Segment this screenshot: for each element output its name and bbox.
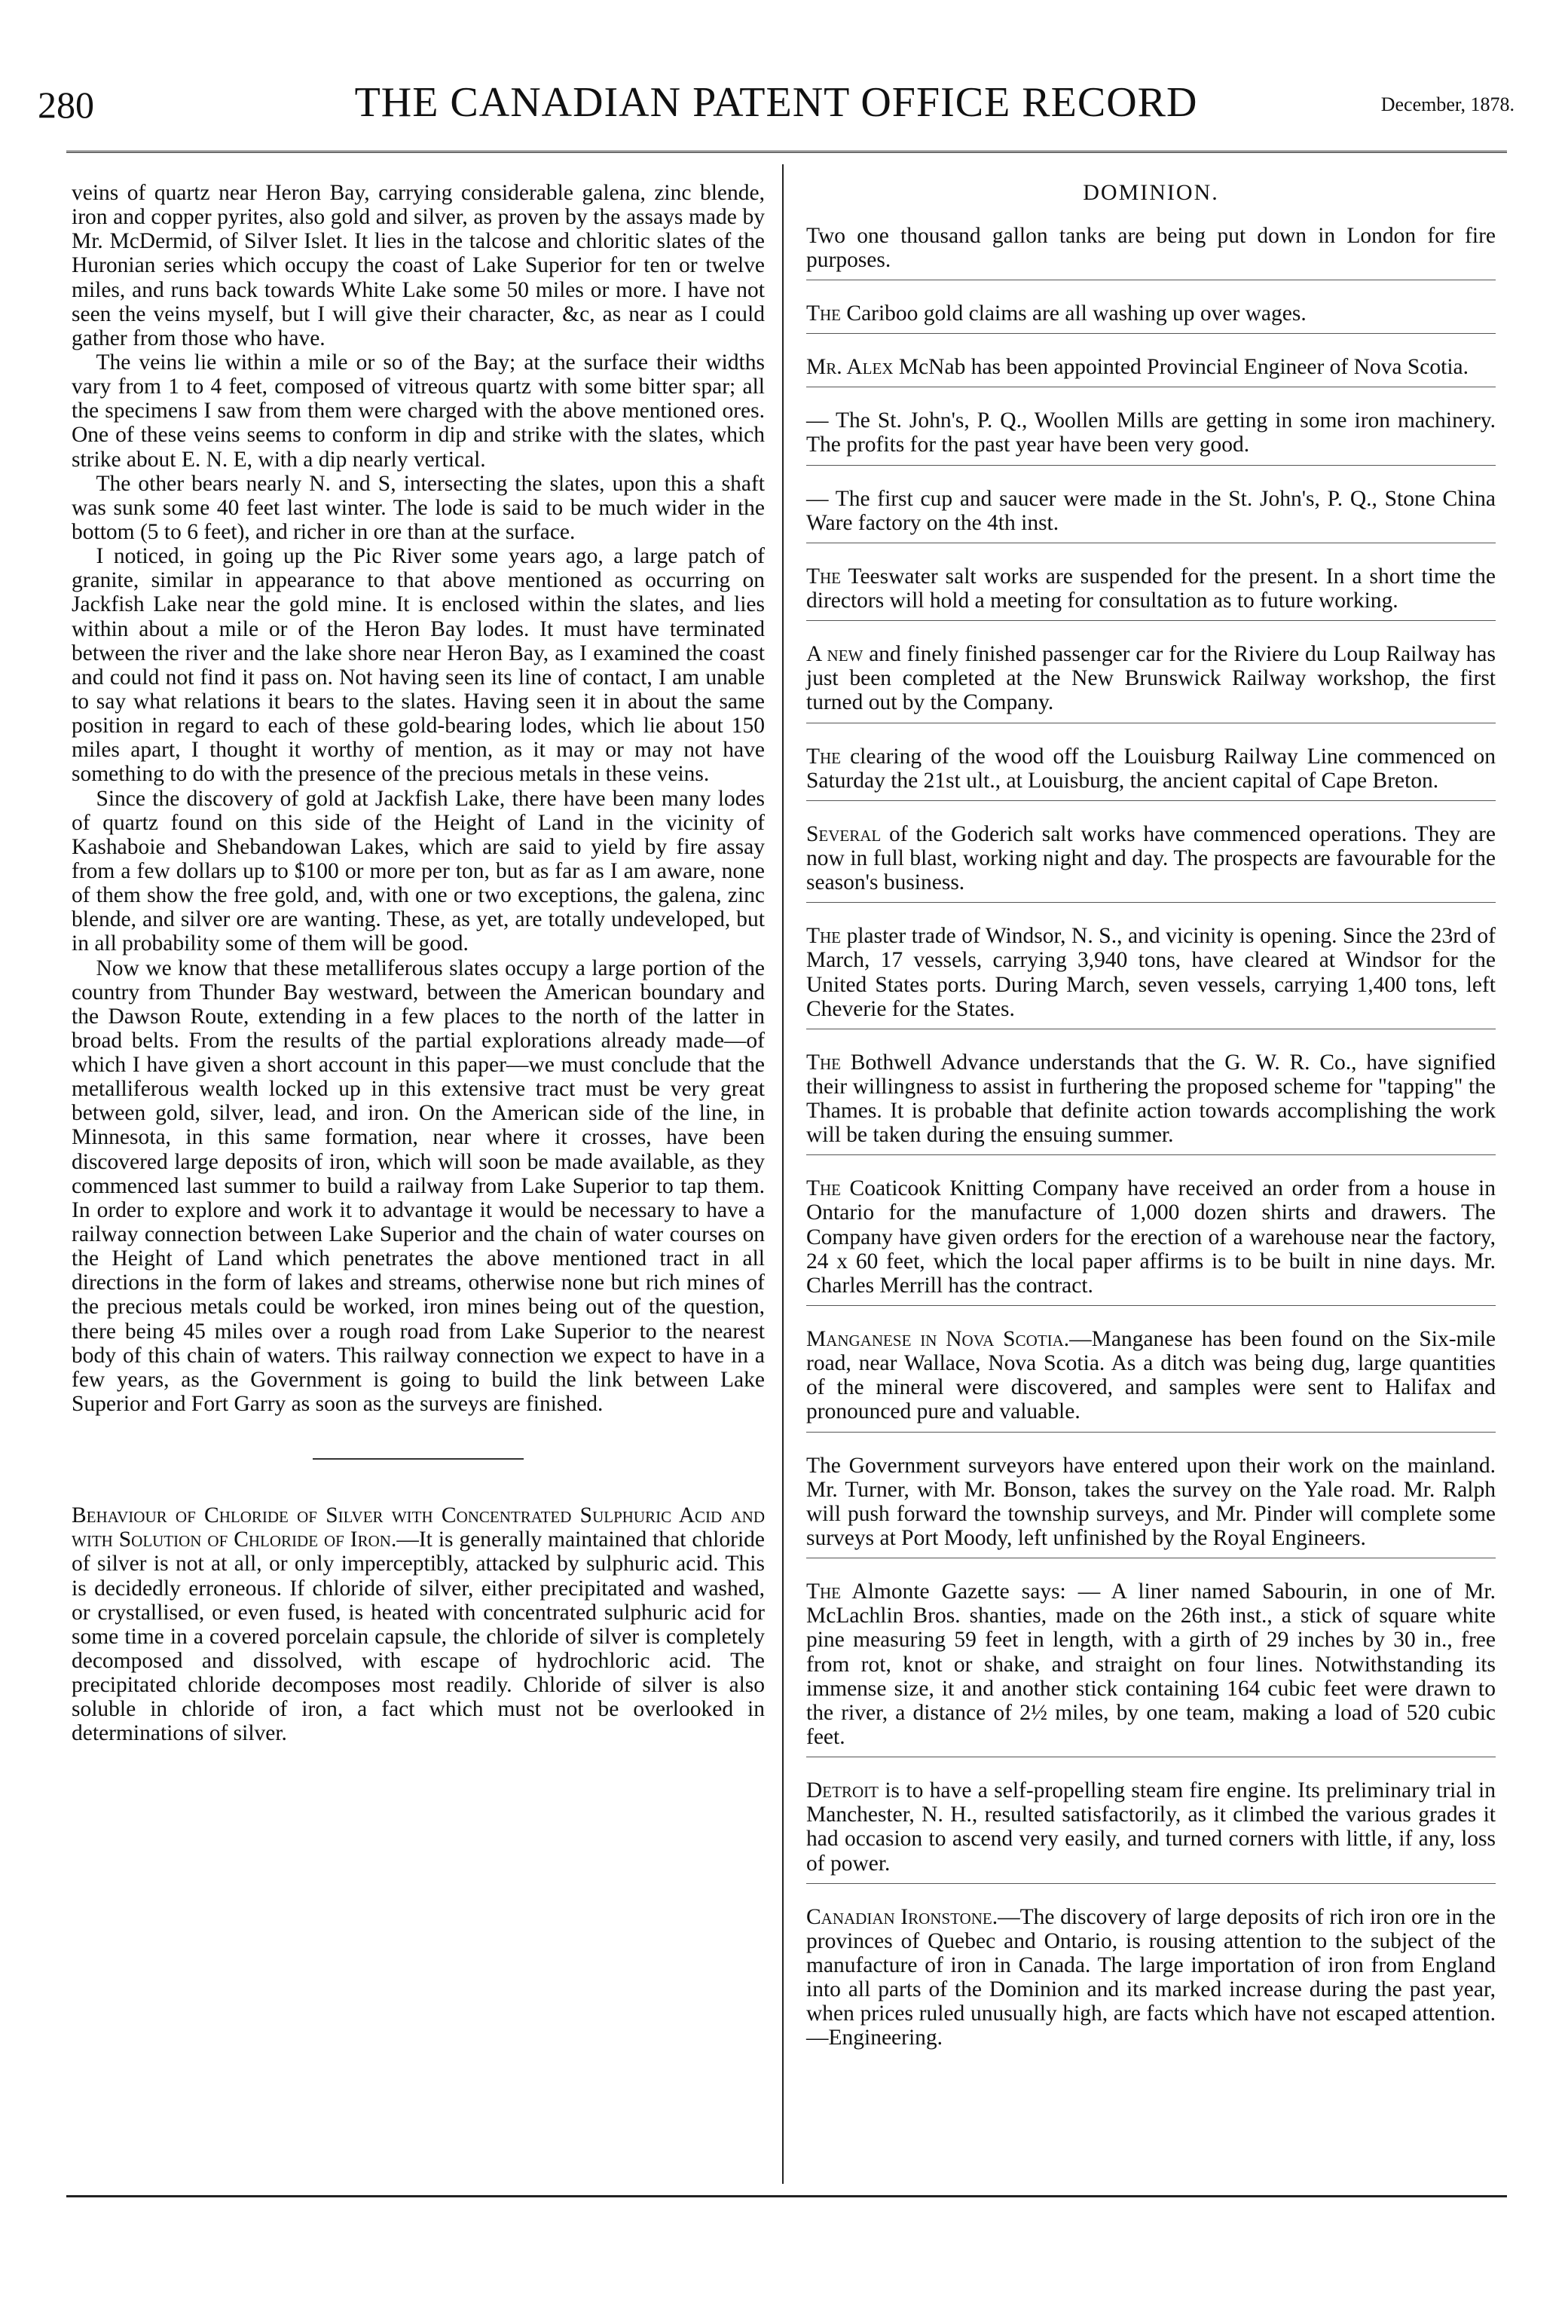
news-lead: The xyxy=(806,1579,842,1604)
news-text: —Manganese has been found on the Six-mile road, near Wallace, Nova Scotia. As a ditch was being dug, large quantities of the mineral were discovered, and samples were sent to Halifax and pronounced pure and valuable. xyxy=(806,1327,1496,1424)
news-item xyxy=(806,822,1496,903)
news-text: Two one thousand gallon tanks are being put down in London for fire purposes. xyxy=(806,223,1496,272)
news-text: —The discovery of large deposits of rich iron ore in the provinces of Quebec and Ontario, is rousing attention to the subject of the manufacture of iron in Canada. The large importation of iron from England into all parts of the Dominion and its marked increase during the past year, when prices ruled unusually high, are facts which have not escaped attention.—Engineering. xyxy=(806,1904,1496,2050)
news-item xyxy=(806,1050,1496,1156)
news-lead: Mr. Alex xyxy=(806,355,894,380)
news-text: plaster trade of Windsor, N. S., and vicinity is opening. Since the 23rd of March, 17 vessels, carrying 3,940 tons, have cleared at Windsor for the United States ports. During March, seven vessels, carrying 1,400 tons, left Cheverie for the States. xyxy=(806,924,1496,1021)
news-lead: The xyxy=(806,1050,842,1075)
news-text: clearing of the wood off the Louisburg Railway Line commenced on Saturday the 21st ult., at Louisburg, the ancient capital of Cape Breton. xyxy=(806,744,1496,793)
news-lead: Detroit xyxy=(806,1778,879,1803)
news-item xyxy=(806,487,1496,543)
news-item xyxy=(806,564,1496,621)
column-divider xyxy=(782,164,784,2184)
news-item xyxy=(806,642,1496,723)
left-column xyxy=(72,181,765,1746)
left-paragraph: Since the discovery of gold at Jackfish Lake, there have been many lodes of quartz found on this side of the Height of Land in the vicinity of Kashaboie and Shebandowan Lakes, which are said to yield by fire assay from a few dollars up to $100 or more per ton, but as far as I am aware, none of them show the free gold, and, with one or two exceptions, the galena, zinc blende, and silver ore are wanting. These, as yet, are totally undeveloped, but in all probability some of them will be good. xyxy=(72,786,765,956)
news-text: and finely finished passenger car for the Riviere du Loup Railway has just been completed at the New Brunswick Railway workshop, the first turned out by the Company. xyxy=(806,642,1496,715)
left-paragraph: veins of quartz near Heron Bay, carrying considerable galena, zinc blende, iron and copper pyrites, also gold and silver, as proven by the assays made by Mr. McDermid, of Silver Islet. It lies in the talcose and chloritic slates of the Huronian series which occupy the coast of Lake Superior for ten or twelve miles, and runs back towards White Lake some 50 miles or more. I have not seen the veins myself, but I will give their character, &c, as near as I could gather from those who have. xyxy=(72,181,765,350)
left-paragraph: The veins lie within a mile or so of the Bay; at the surface their widths vary from 1 to 4 feet, composed of vitreous quartz with some bitter spar; all the specimens I saw from them were charged with the above mentioned ores. One of these veins seems to conform in dip and strike with the slates, which strike about E. N. E, with a dip nearly vertical. xyxy=(72,350,765,472)
news-lead: The xyxy=(806,301,842,326)
news-item xyxy=(806,224,1496,280)
news-text: — The first cup and saucer were made in the St. John's, P. Q., Stone China Ware factory on the 4th inst. xyxy=(806,486,1496,535)
left-paragraph: I noticed, in going up the Pic River some years ago, a large patch of granite, similar in appearance to that above mentioned as occurring on Jackfish Lake near the gold mine. It is enclosed within the slates, and lies within about a mile or of the Heron Bay lodes. It must have terminated between the river and the lake shore near Heron Bay, as I examined the coast and could not find it pass on. Not having seen its line of contact, I am unable to say what relations it bears to the slates. Having seen it in about the same position in regard to each of these gold-bearing lodes, which lie about 150 miles apart, I thought it worthy of mention, as it may or may not have something to do with the presence of the precious metals in these veins. xyxy=(72,544,765,787)
news-item xyxy=(806,1579,1496,1757)
page-number: 280 xyxy=(38,84,94,126)
news-lead: The xyxy=(806,744,842,769)
section-heading-dominion: DOMINION. xyxy=(1083,180,1219,205)
article-separator xyxy=(313,1458,524,1460)
news-text: of the Goderich salt works have commenced operations. They are now in full blast, working night and day. The prospects are favourable for the season's business. xyxy=(806,821,1496,895)
news-item xyxy=(806,1327,1496,1433)
news-text: Cariboo gold claims are all washing up over wages. xyxy=(841,301,1307,326)
news-item xyxy=(806,355,1496,387)
journal-title: THE CANADIAN PATENT OFFICE RECORD xyxy=(354,79,1198,126)
news-item xyxy=(806,1778,1496,1884)
left-paragraph: The other bears nearly N. and S, intersecting the slates, upon this a shaft was sunk some 40 feet last winter. The lode is said to be much wider in the bottom (5 to 6 feet), and richer in ore than at the surface. xyxy=(72,471,765,544)
article-body: —It is generally maintained that chloride of silver is not at all, or only imperceptibly, attacked by sulphuric acid. This is decidedly erroneous. If chloride of silver, either precipitated and washed, or crystallised, or even fused, is heated with concentrated sulphuric acid for some time in a covered porcelain capsule, the chloride of silver is completely decomposed and dissolved, with escape of hydrochloric acid. The precipitated chloride decomposes most readily. Chloride of silver is also soluble in chloride of iron, a fact which must not be overlooked in determinations of silver. xyxy=(72,1527,765,1746)
news-lead: Manganese in Nova Scotia. xyxy=(806,1327,1070,1352)
news-item xyxy=(806,1176,1496,1306)
news-text: Teeswater salt works are suspended for the present. In a short time the directors will hold a meeting for consultation as to future working. xyxy=(806,564,1496,613)
news-text: Bothwell Advance understands that the G. W. R. Co., have signified their willingness to assist in furthering the proposed scheme for "tapping" the Thames. It is probable that definite action towards accomplishing the work will be taken during the ensuing summer. xyxy=(806,1050,1496,1148)
news-item xyxy=(806,924,1496,1029)
news-item xyxy=(806,1905,1496,2058)
news-lead: The xyxy=(806,564,842,589)
news-item xyxy=(806,745,1496,801)
article-behaviour-of-chloride xyxy=(72,1503,765,1745)
news-text: — The St. John's, P. Q., Woollen Mills are getting in some iron machinery. The profits for the past year have been very good. xyxy=(806,408,1496,457)
news-item xyxy=(806,408,1496,465)
right-column xyxy=(806,181,1496,2079)
news-lead: Several xyxy=(806,821,882,846)
news-text: The Government surveyors have entered upon their work on the mainland. Mr. Turner, with Mr. Bonson, takes the survey on the Yale road. Mr. Ralph will push forward the township surveys, and Mr. Pinder will complete some surveys at Port Moody, left unfinished by the Royal Engineers. xyxy=(806,1453,1496,1551)
left-paragraph: Now we know that these metalliferous slates occupy a large portion of the country from Thunder Bay westward, between the American boundary and the Dawson Route, extending in a few places to the north of the latter in broad belts. From the results of the partial explorations already made—of which I have given a short account in this paper—we must conclude that the metalliferous wealth locked up in this extensive tract must be very great between gold, silver, lead, and iron. On the American side of the line, in Minnesota, in this same formation, near where it crosses, have been discovered large deposits of iron, which will soon be made available, as they commenced last summer to build a railway from Lake Superior to tap them. In order to explore and work it to advantage it would be necessary to have a railway connection between Lake Superior and the chain of water courses on the Height of Land which penetrates the above mentioned tract in all directions in the form of lakes and streams, otherwise none but rich mines of the precious metals could be worked, iron mines being out of the question, there being 45 miles over a rough road from Lake Superior to the nearest body of this chain of waters. This railway connection we expect to have in a few years, as the Government is going to build the link between Lake Superior and Fort Garry as soon as the surveys are finished. xyxy=(72,956,765,1417)
news-item xyxy=(806,1454,1496,1559)
news-lead: The xyxy=(806,1176,842,1201)
news-text: Coaticook Knitting Company have received an order from a house in Ontario for the manufacture of 1,000 dozen shirts and drawers. The Company have given orders for the erection of a warehouse near the factory, 24 x 60 feet, which the local paper affirms is to be built in nine days. Mr. Charles Merrill has the contract. xyxy=(806,1176,1496,1298)
news-lead: A new xyxy=(806,642,863,667)
news-text: Almonte Gazette says: — A liner named Sabourin, in one of Mr. McLachlin Bros. shanties, made on the 26th inst., a stick of square white pine measuring 59 feet in length, with a girth of 29 inches by 30 in., free from rot, knot or shake, and straight on four lines. Notwithstanding its immense size, it and another stick containing 164 cubic feet were drawn to the river, a distance of 2½ miles, by one team, making a load of 520 cubic feet. xyxy=(806,1579,1496,1750)
article-lead: Behaviour of Chloride of Silver with Concentrated Sulphuric Acid and with Solution of Chloride of Iron. xyxy=(72,1503,765,1552)
news-text: McNab has been appointed Provincial Engineer of Nova Scotia. xyxy=(893,355,1469,380)
news-text: is to have a self-propelling steam fire engine. Its preliminary trial in Manchester, N. H., resulted satisfactorily, as it climbed the various grades it had occasion to ascend very easily, and turned corners with little, if any, loss of power. xyxy=(806,1778,1496,1876)
page-header xyxy=(38,79,1515,136)
news-item xyxy=(806,301,1496,334)
news-lead: The xyxy=(806,924,842,949)
issue-date: December, 1878. xyxy=(1380,93,1515,115)
news-lead: Canadian Ironstone. xyxy=(806,1904,998,1929)
